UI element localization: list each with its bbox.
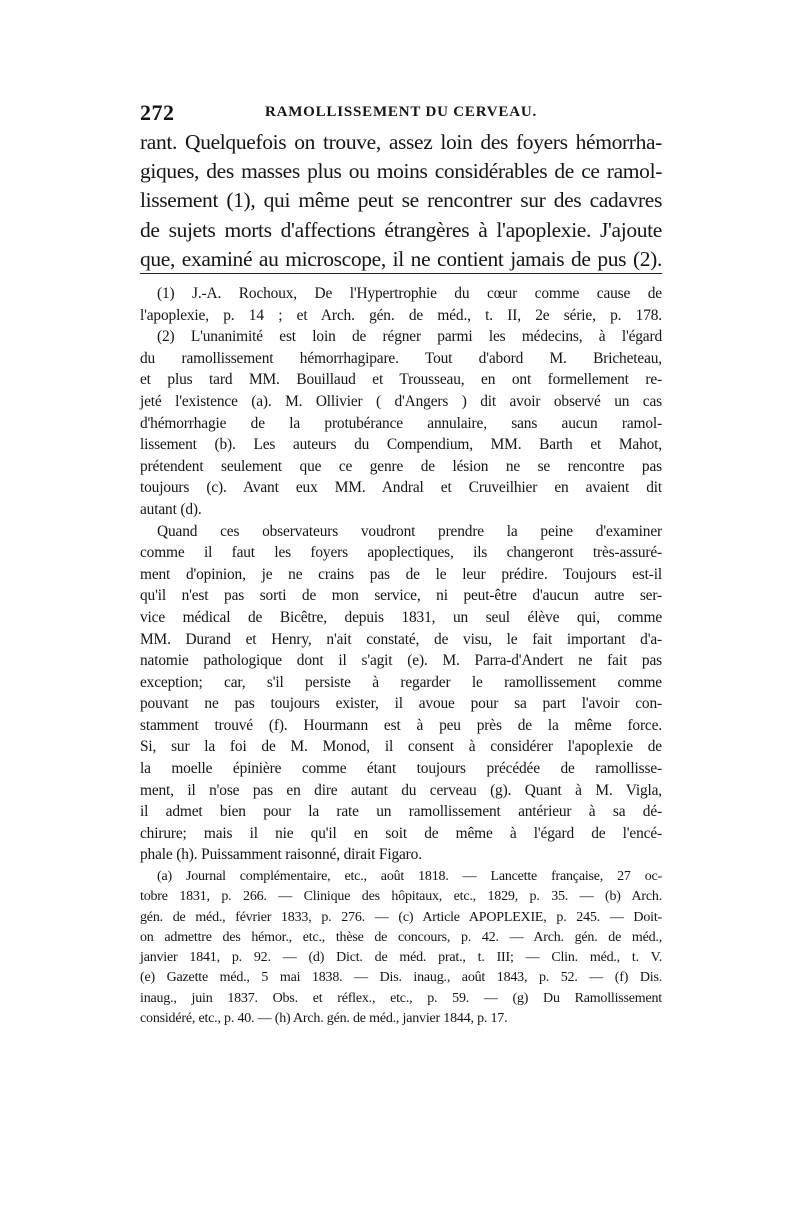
footnote-line: Quand ces observateurs voudront prendre la peine d'examiner bbox=[157, 522, 662, 540]
sub-footnote-line: (a) Journal complémentaire, etc., août 1818. — Lancette française, 27 oc- bbox=[157, 869, 662, 884]
footnote-line: MM. Durand et Henry, n'ait constaté, de visu, le fait important d'a- bbox=[140, 630, 662, 648]
sub-footnote-line: janvier 1841, p. 92. — (d) Dict. de méd. prat., t. III; — Clin. méd., t. V. bbox=[140, 950, 662, 966]
main-text-line: de sujets morts d'affections étrangères à l'apoplexie. J'ajoute bbox=[140, 217, 662, 242]
footnote-line: jeté l'existence (a). M. Ollivier ( d'Angers ) dit avoir observé un cas bbox=[140, 392, 662, 410]
footnote-line: stamment trouvé (f). Hourmann est à peu près de la même force. bbox=[140, 716, 662, 734]
footnote-line: phale (h). Puissamment raisonné, dirait Figaro. bbox=[140, 846, 422, 864]
footnote-line: Si, sur la foi de M. Monod, il consent à considérer l'apoplexie de bbox=[140, 738, 662, 756]
footnote-line: natomie pathologique dont il s'agit (e). M. Parra-d'Andert ne fait pas bbox=[140, 652, 662, 670]
footnote-line: prétendent seulement que ce genre de lésion ne se rencontre pas bbox=[140, 457, 662, 475]
footnote-line: l'apoplexie, p. 14 ; et Arch. gén. de méd., t. II, 2e série, p. 178. bbox=[140, 306, 662, 324]
footnote-line: exception; car, s'il persiste à regarder le ramollissement comme bbox=[140, 673, 662, 691]
footnote-line: comme il faut les foyers apoplectiques, ils changeront très-assuré- bbox=[140, 544, 662, 562]
footnote-line: (1) J.-A. Rochoux, De l'Hypertrophie du cœur comme cause de bbox=[157, 285, 662, 302]
footnote-line: la moelle épinière comme étant toujours précédée de ramollisse- bbox=[140, 760, 662, 778]
footnote-line: lissement (b). Les auteurs du Compendium, MM. Barth et Mahot, bbox=[140, 436, 662, 454]
main-text-line: giques, des masses plus ou moins considérables de ce ramol- bbox=[140, 159, 662, 184]
footnote-line: il admet bien pour la rate un ramollissement antérieur à sa dé- bbox=[140, 803, 662, 821]
sub-footnote-line: (e) Gazette méd., 5 mai 1838. — Dis. inaug., août 1843, p. 52. — (f) Dis. bbox=[140, 970, 662, 986]
page-number: 272 bbox=[140, 100, 175, 125]
footnote-line: toujours (c). Avant eux MM. Andral et Cruveilhier en avaient dit bbox=[140, 479, 662, 497]
sub-footnote-line: on admettre des hémor., etc., thèse de concours, p. 42. — Arch. gén. de méd., bbox=[140, 929, 662, 945]
running-title: RAMOLLISSEMENT DU CERVEAU. bbox=[264, 104, 538, 120]
sub-footnote-line: gén. de méd., février 1833, p. 276. — (c) Article APOPLEXIE, p. 245. — Doit- bbox=[140, 909, 662, 925]
sub-footnote-line: considéré, etc., p. 40. — (h) Arch. gén. de méd., janvier 1844, p. 17. bbox=[140, 1011, 508, 1027]
footnote-line: chirure; mais il nie qu'il en soit de même à l'égard de l'encé- bbox=[140, 824, 662, 842]
sub-footnote-line: inaug., juin 1837. Obs. et réflex., etc., p. 59. — (g) Du Ramollissement bbox=[140, 990, 662, 1006]
footnote-line: du ramollissement hémorrhagipare. Tout d'abord M. Bricheteau, bbox=[140, 349, 662, 367]
footnote-line: ment d'opinion, je ne crains pas de le leur prédire. Toujours est-il bbox=[140, 565, 662, 583]
footnote-line: ment, il n'ose pas en dire autant du cerveau (g). Quant à M. Vigla, bbox=[140, 781, 662, 799]
main-text bbox=[140, 128, 662, 274]
page-header bbox=[140, 100, 662, 128]
footnote-line: autant (d). bbox=[140, 500, 202, 518]
footnote-separator bbox=[140, 273, 662, 274]
footnote-line: et plus tard MM. Bouillaud et Trousseau, en ont formellement re- bbox=[140, 371, 662, 389]
main-text-line: rant. Quelquefois on trouve, assez loin des foyers hémorrha- bbox=[140, 130, 662, 154]
footnote-line: (2) L'unanimité est loin de régner parmi les médecins, à l'égard bbox=[157, 328, 662, 346]
main-text-line: que, examiné au microscope, il ne contient jamais de pus (2). bbox=[140, 246, 662, 271]
footnote-line: vice médical de Bicêtre, depuis 1831, un seul élève qui, comme bbox=[140, 608, 662, 626]
footnotes bbox=[140, 283, 662, 866]
footnote-line: d'hémorrhagie de la protubérance annulaire, sans aucun ramol- bbox=[140, 414, 662, 432]
sub-footnotes bbox=[140, 867, 662, 1029]
main-text-line: lissement (1), qui même peut se rencontrer sur des cadavres bbox=[140, 188, 662, 213]
sub-footnote-line: tobre 1831, p. 266. — Clinique des hôpitaux, etc., 1829, p. 35. — (b) Arch. bbox=[140, 889, 662, 905]
footnote-line: pouvant ne pas toujours exister, il avoue pour sa part l'avoir con- bbox=[140, 695, 662, 713]
footnote-line: qu'il n'est pas sorti de mon service, ni peut-être d'aucun autre ser- bbox=[140, 587, 662, 605]
